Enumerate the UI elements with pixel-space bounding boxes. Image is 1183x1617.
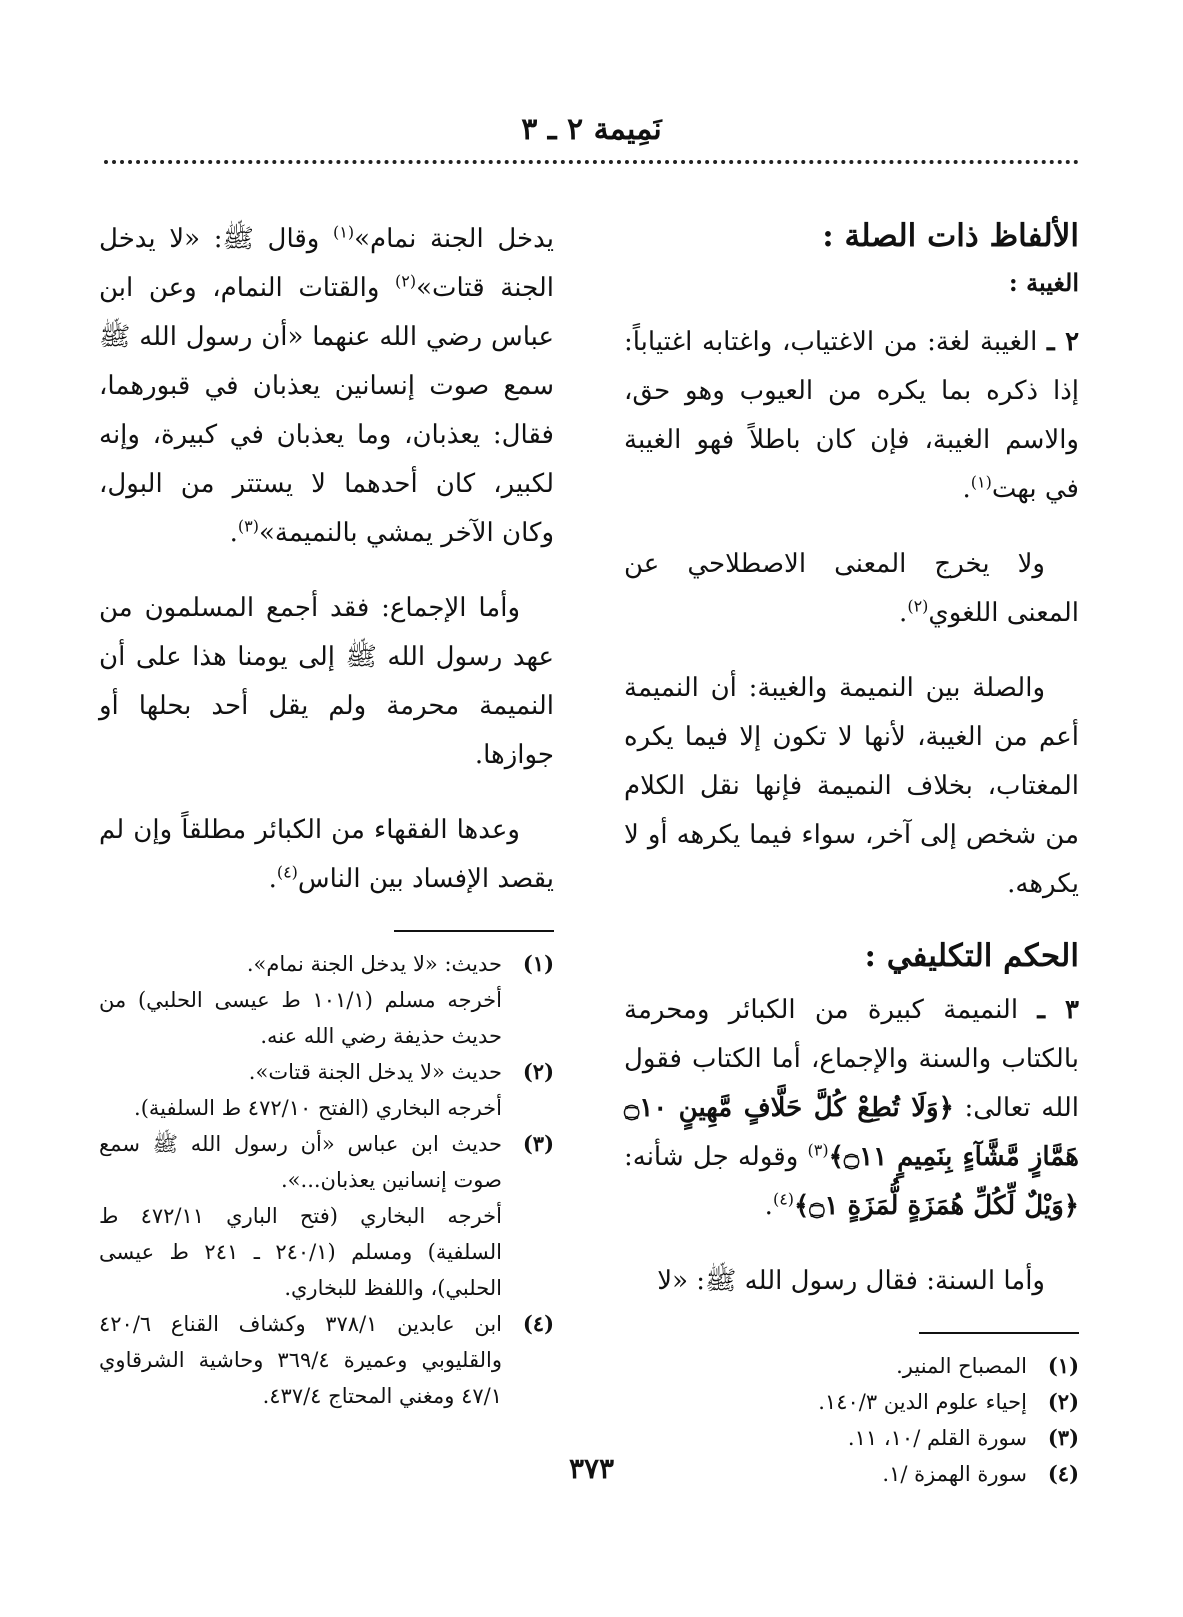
running-title: نَمِيمة ٢ ـ ٣ bbox=[521, 112, 662, 147]
paragraph-3-hukm bbox=[624, 986, 1079, 1231]
footnote-mark: (٤) bbox=[522, 1311, 554, 1336]
footnote-divider bbox=[919, 1332, 1079, 1334]
paragraph-text: وقال ﷺ: «لا يدخل الجنة قتات» bbox=[99, 224, 554, 303]
paragraph-ijma: وأما الإجماع: فقد أجمع المسلمون من عهد رسول الله ﷺ إلى يومنا هذا على أن النميمة محرمة ولم يقل أحد بحلها أو جوازها. bbox=[99, 593, 554, 770]
paragraph-text: النميمة كبيرة من الكبائر ومحرمة بالكتاب والسنة والإجماع، أما الكتاب فقول الله تعالى: bbox=[624, 995, 1080, 1124]
paragraph-fuqaha bbox=[99, 806, 554, 904]
quran-verse: ﴿وَيْلٌ لِّكُلِّ هُمَزَةٍ لُّمَزَةٍ ۝١﴾ bbox=[794, 1191, 1079, 1222]
footnote-ref: (٤) bbox=[772, 1189, 795, 1209]
paragraph-hadith bbox=[99, 215, 554, 558]
footnote-mark: (١) bbox=[522, 951, 554, 976]
paragraph-text: والقتات النمام، وعن ابن عباس رضي الله عنهما «أن رسول الله ﷺ سمع صوت إنسانين يعذبان في قبورهما، فقال: يعذبان، وما يعذبان في كبيرة، وإنه لكبير، كان أحدهما لا يستتر من البول، وكان الآخر يمشي بالنميمة» bbox=[99, 273, 554, 548]
paragraph-text: ولا يخرج المعنى الاصطلاحي عن المعنى اللغوي bbox=[624, 548, 1079, 628]
paragraph-text: يدخل الجنة نمام» bbox=[354, 224, 555, 254]
footnote-mark: (٣) bbox=[522, 1131, 554, 1156]
footnote-ref: (٣) bbox=[237, 516, 259, 536]
footnote-mark: (٢) bbox=[522, 1059, 554, 1084]
paragraph-end: . bbox=[229, 518, 238, 548]
footnote-ref: (٢) bbox=[395, 271, 417, 291]
paragraph-sila: والصلة بين النميمة والغيبة: أن النميمة أعم من الغيبة، لأنها لا تكون إلا فيما يكره المغتاب، بخلاف النميمة فإنها نقل الكلام من شخص إلى آخر، سواء فيما يكرهه أو لا يكرهه. bbox=[624, 672, 1079, 899]
footnote-text: إحياء علوم الدين ١٤٠/٣. bbox=[818, 1390, 1027, 1415]
footnote bbox=[99, 946, 554, 1054]
section-heading-hukm: الحكم التكليفي : bbox=[864, 937, 1079, 974]
footnote-text: أخرجه مسلم (١٠١/١ ط عيسى الحلبي) من حديث حذيفة رضي الله عنه. bbox=[99, 988, 502, 1048]
footnote-text: ابن عابدين ٣٧٨/١ وكشاف القناع ٤٢٠/٦ والقليوبي وعميرة ٣٦٩/٤ وحاشية الشرقاوي ٤٧/١ ومغني المحتاج ٤٣٧/٤. bbox=[99, 1312, 502, 1408]
paragraph-text: وقوله جل شأنه: bbox=[624, 1142, 799, 1173]
footnote-text: حديث «لا يدخل الجنة قتات». bbox=[248, 1060, 502, 1084]
footnote-mark: (٤) bbox=[1047, 1461, 1079, 1487]
paragraph-end: . bbox=[764, 1191, 773, 1222]
footnote bbox=[99, 1306, 554, 1414]
footnote-text: حديث: «لا يدخل الجنة نمام». bbox=[246, 952, 502, 976]
footnote-mark: (٢) bbox=[1047, 1389, 1079, 1415]
footnote bbox=[99, 1054, 554, 1126]
footnote-text: أخرجه البخاري (فتح الباري ٤٧٢/١١ ط السلفية) ومسلم (٢٤٠/١ ـ ٢٤١ ط عيسى الحلبي)، واللفظ للبخاري. bbox=[99, 1204, 502, 1300]
footnote-ref: (١) bbox=[333, 222, 355, 242]
footnote-text: سورة الهمزة /١. bbox=[882, 1462, 1027, 1487]
footnotes-left bbox=[99, 946, 554, 1414]
paragraph-text: وعدها الفقهاء من الكبائر مطلقاً وإن لم يقصد الإفساد بين الناس bbox=[99, 815, 554, 894]
footnote-mark: (٣) bbox=[1047, 1425, 1079, 1451]
footnote-text: المصباح المنير. bbox=[896, 1354, 1027, 1379]
paragraph-text: الغيبة لغة: من الاغتياب، واغتابه اغتياباً: إذا ذكره بما يكره من العيوب وهو حق، والاسم الغيبة، فإن كان باطلاً فهو الغيبة في بهت bbox=[624, 326, 1079, 504]
footnote bbox=[624, 1384, 1079, 1420]
footnote bbox=[624, 1348, 1079, 1384]
footnote-text: أخرجه البخاري (الفتح ٤٧٢/١٠ ط السلفية). bbox=[134, 1096, 502, 1120]
footnote bbox=[624, 1420, 1079, 1456]
footnote bbox=[99, 1126, 554, 1306]
paragraph-number: ٢ ـ bbox=[1046, 326, 1080, 357]
left-column bbox=[99, 215, 554, 1414]
quran-verse: ﴿وَلَا تُطِعْ كُلَّ حَلَّافٍ مَّهِينٍ ۝١٠ هَمَّازٍ مَّشَّآءٍ بِنَمِيمٍ ۝١١﴾ bbox=[624, 1093, 1080, 1173]
paragraph-2-ghiba bbox=[624, 318, 1079, 514]
paragraph-sunna: وأما السنة: فقال رسول الله ﷺ: «لا bbox=[657, 1266, 1045, 1297]
footnote-ref: (١) bbox=[970, 472, 992, 492]
header-dotted-rule bbox=[104, 160, 1079, 164]
paragraph-end: . bbox=[899, 597, 908, 628]
footnote-divider bbox=[394, 930, 554, 932]
right-column bbox=[624, 215, 1079, 1492]
footnote-ref: (٢) bbox=[907, 596, 929, 616]
section-heading-related-terms: الألفاظ ذات الصلة : bbox=[822, 218, 1079, 254]
page-number: ٣٧٣ bbox=[568, 1452, 615, 1485]
paragraph-end: . bbox=[268, 864, 277, 894]
paragraph-istilah bbox=[624, 540, 1079, 638]
footnote-text: سورة القلم /١٠، ١١. bbox=[847, 1426, 1027, 1451]
paragraph-end: . bbox=[962, 473, 971, 504]
footnote-ref: (٣) bbox=[807, 1140, 829, 1160]
paragraph-number: ٣ ـ bbox=[1037, 995, 1080, 1026]
footnote-mark: (١) bbox=[1047, 1353, 1079, 1379]
subheading-ghiba: الغيبة : bbox=[1008, 268, 1079, 298]
footnote-ref: (٤) bbox=[276, 862, 298, 882]
footnote-text: حديث ابن عباس «أن رسول الله ﷺ سمع صوت إنسانين يعذبان...». bbox=[99, 1132, 502, 1192]
